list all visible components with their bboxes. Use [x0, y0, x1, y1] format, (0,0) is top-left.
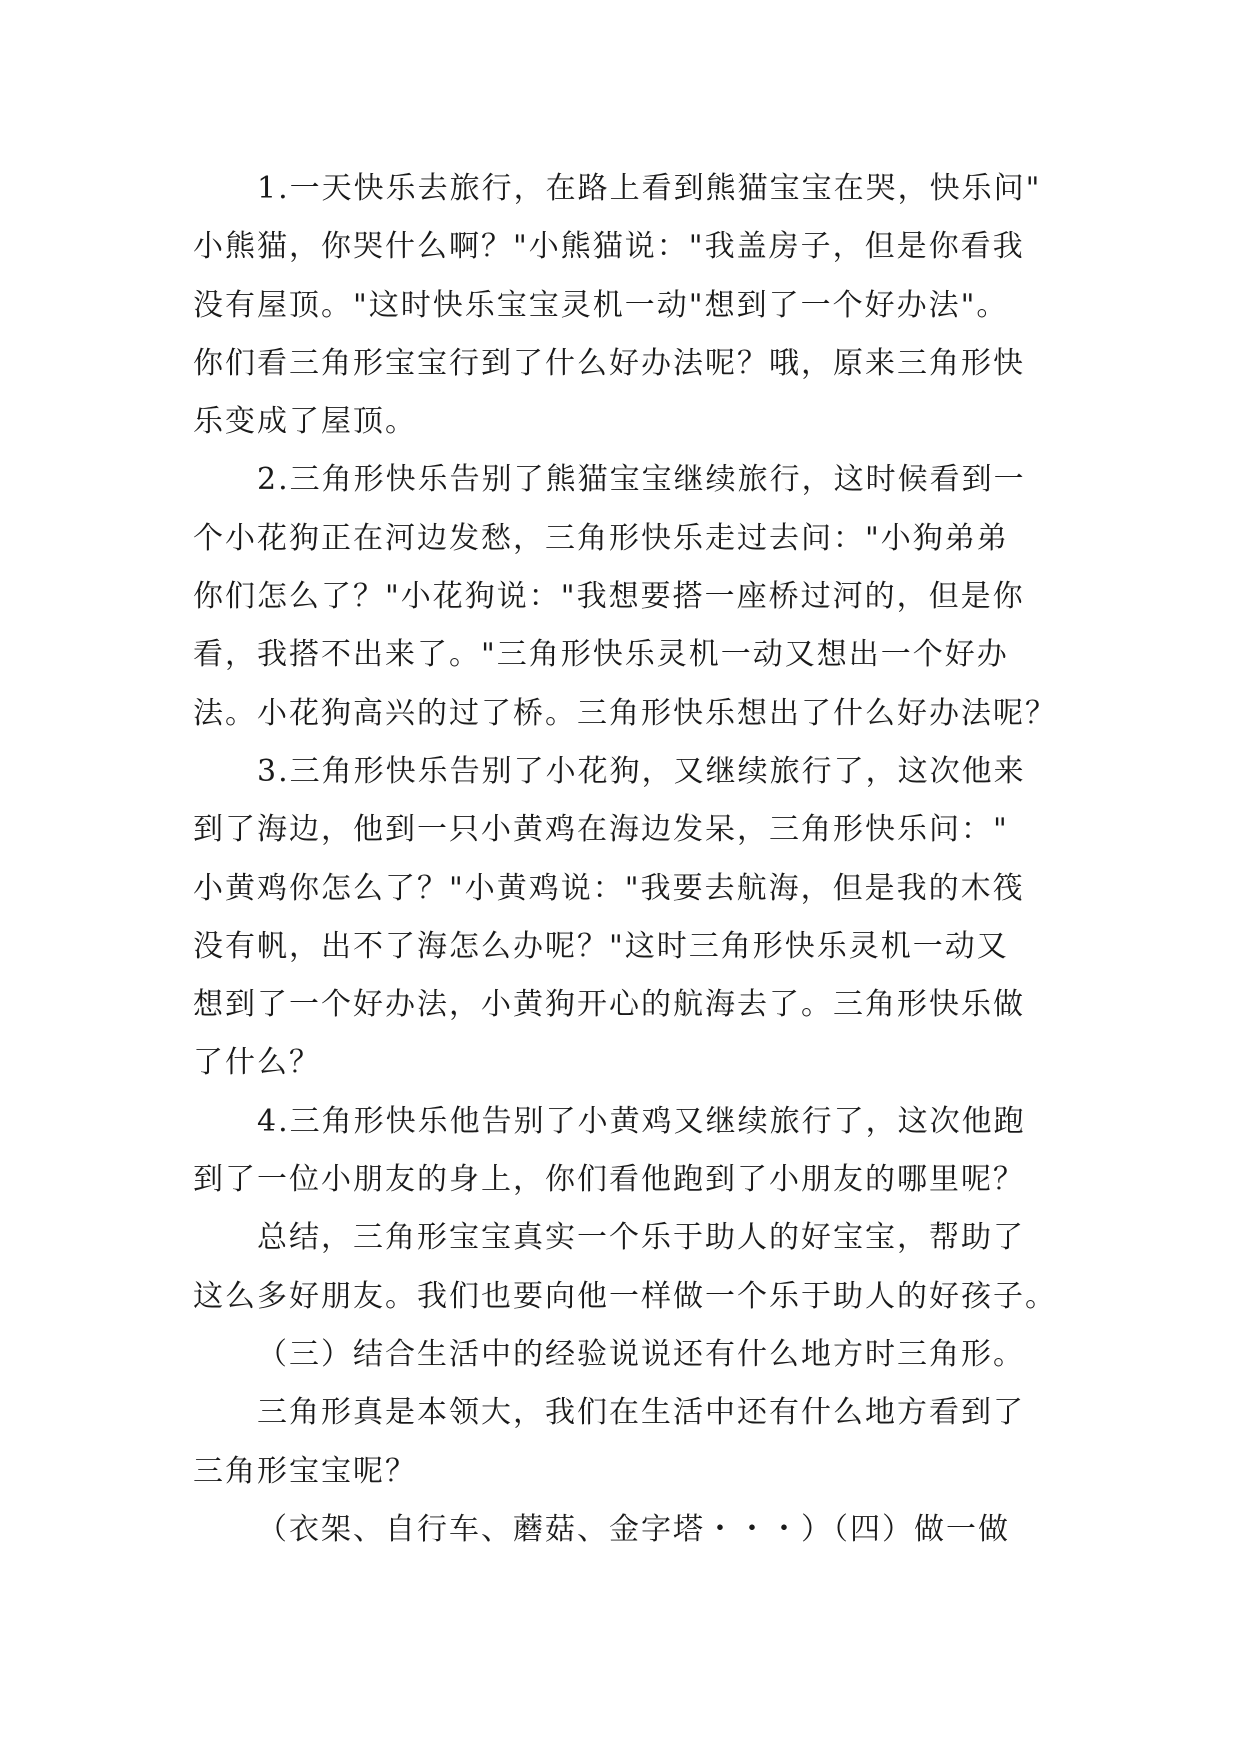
text-line: 没有帆，出不了海怎么办呢？"这时三角形快乐灵机一动又 [193, 928, 1009, 964]
text-line: （衣架、自行车、蘑菇、金字塔・・・）（四）做一做 [257, 1511, 1010, 1547]
text-line: 小黄鸡你怎么了？"小黄鸡说："我要去航海，但是我的木筏 [193, 870, 1025, 906]
text-line: 2.三角形快乐告别了熊猫宝宝继续旅行，这时候看到一 [257, 462, 1026, 498]
text-line: 没有屋顶。"这时快乐宝宝灵机一动"想到了一个好办法"。 [193, 287, 1009, 323]
text-line: 3.三角形快乐告别了小花狗，又继续旅行了，这次他来 [257, 753, 1026, 789]
text-line: （三）结合生活中的经验说说还有什么地方时三角形。 [257, 1336, 1025, 1372]
text-line: 个小花狗正在河边发愁，三角形快乐走过去问："小狗弟弟 [193, 520, 1009, 556]
text-line: 你们看三角形宝宝行到了什么好办法呢？哦，原来三角形快 [193, 345, 1025, 381]
text-line: 想到了一个好办法，小黄狗开心的航海去了。三角形快乐做 [193, 987, 1025, 1023]
text-line: 到了一位小朋友的身上，你们看他跑到了小朋友的哪里呢？ [193, 1162, 1025, 1198]
text-line: 1.一天快乐去旅行，在路上看到熊猫宝宝在哭，快乐问" [257, 171, 1042, 206]
text-line: 了什么？ [193, 1045, 321, 1081]
document-body [193, 160, 1057, 1559]
text-line: 三角形宝宝呢？ [193, 1453, 417, 1489]
text-line: 这么多好朋友。我们也要向他一样做一个乐于助人的好孩子。 [193, 1278, 1057, 1314]
text-line: 到了海边，他到一只小黄鸡在海边发呆，三角形快乐问：" [193, 812, 1009, 848]
text-line: 乐变成了屋顶。 [193, 404, 417, 440]
text-line: 小熊猫，你哭什么啊？"小熊猫说："我盖房子，但是你看我 [193, 229, 1025, 265]
text-line: 4.三角形快乐他告别了小黄鸡又继续旅行了，这次他跑 [257, 1103, 1026, 1139]
text-line: 看，我搭不出来了。"三角形快乐灵机一动又想出一个好办 [193, 637, 1009, 673]
text-line: 总结，三角形宝宝真实一个乐于助人的好宝宝，帮助了 [257, 1220, 1025, 1256]
text-line: 三角形真是本领大，我们在生活中还有什么地方看到了 [257, 1395, 1025, 1431]
text-line: 法。小花狗高兴的过了桥。三角形快乐想出了什么好办法呢？ [193, 695, 1057, 731]
text-line: 你们怎么了？"小花狗说："我想要搭一座桥过河的，但是你 [193, 579, 1025, 615]
